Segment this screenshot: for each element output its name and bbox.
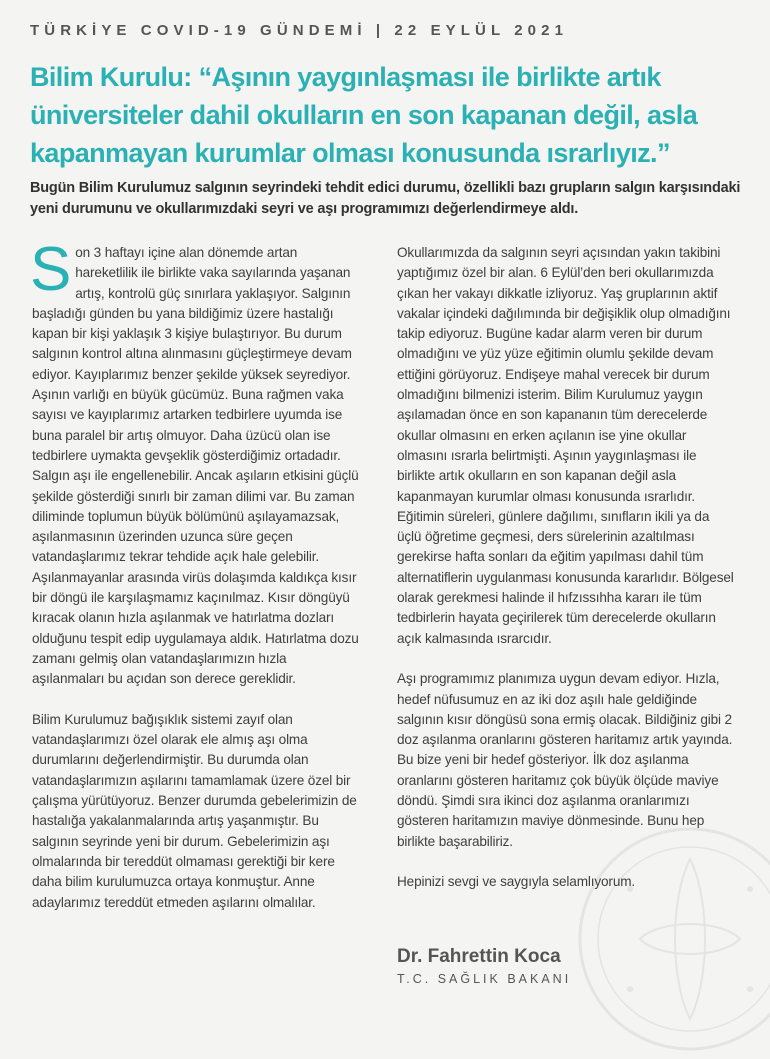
drop-cap: S xyxy=(30,235,72,304)
left-paragraph-1-text: on 3 haftayı içine alan dönemde artan hareketlilik ile birlikte vaka sayılarında yaşanan artış, kontrolü güç sınırlara yaklaşıyor. Salgının başladığı günden bu yana bildiğimiz üzere hastalığı kapan bir kişi yaklaşık 3 kişiye bulaştırıyor. Bu durum salgının kontrol altına alınmasını güçleştirmeye devam ediyor. Kayıplarımız benzer şekilde yüksek seyrediyor. Aşının varlığı en büyük gücümüz. Buna rağmen vaka sayısı ve kayıplarımız artarken tedbirlere uyumda ise buna paralel bir artış olmuyor. Daha üzücü olan ise tedbirlere uymakta gevşeklik gösterdiğimiz ortadadır. Salgın aşı ile engellenebilir. Ancak aşıların etkisini güçlü şekilde gösterdiği sınırlı bir zaman dilimi var. Bu zaman diliminde toplumun büyük bölümünü aşılayamazsak, aşılanmasının üzerinden uzunca süre geçen vatandaşlarımız tekrar tehdide açık hale gelebilir. Aşılanmayanlar arasında virüs dolaşımda kaldıkça kısır bir döngü ile karşılaşmamız kaçınılmaz. Kısır döngüyü kıracak olanın hızla aşılanmak ve hatırlatma dozları olduğunu tespit edip uygulamaya aldık. Hatırlatma dozu zamanı gelmiş olan vatandaşlarımızın hızla aşılanmaları bu açıdan son derece gereklidir. xyxy=(32,245,359,687)
right-paragraph-3: Hepinizi sevgi ve saygıyla selamlıyorum. xyxy=(397,874,636,890)
right-paragraph-1: Okullarımızda da salgının seyri açısından yakın takibini yaptığımız özel bir alan. 6 Eylül’den beri okullarımızda çıkan her vakayı dikkatle izliyoruz. Yaş gruplarının aktif vakalar içindeki dağılımında bir değişiklik olup olmadığını takip ediyoruz. Bugüne kadar alarm veren bir durum olmadığını ve yüz yüze eğitimin olumlu şekilde devam ettiğini görüyoruz. Endişeye mahal verecek bir durum olmadığını bilmenizi isterim. Bilim Kurulumuz yaygın aşılamadan önce en son kapananın tüm derecelerde okullar olmasını en erken açılanın ise yine okullar olmasını ısrarla belirtmişti. Aşının yaygınlaşması ile birlikte artık okulların en son kapanan değil asla kapanmayan kurumlar olması konusunda ısrarlıdır. Eğitimin süreleri, günlere dağılımı, sınıfların ikili ya da üçlü öğretime geçmesi, ders sürelerinin azaltılması gerekirse hafta sonları da eğitim yapılması dahil tüm alternatiflerin uygulanması konusunda kararlıdır. Bölgesel olarak gerekmesi halinde il hıfzıssıhha kararı ile tüm tedbirlerin hayata geçirilerek tüm derecelerde okulların açık kalmasında ısrarcıdır. xyxy=(397,245,734,646)
right-paragraph-2: Aşı programımız planımıza uygun devam ediyor. Hızla, hedef nüfusumuz en az iki doz aşılı hale geldiğinde salgının kısır döngüsü sona ermiş olacak. Bildiğiniz gibi 2 doz aşılanma oranlarını gösteren haritamız artık yayında. Bu bize yeni bir hedef gösteriyor. İlk doz aşılanma oranlarını gösteren haritamız çok büyük ölçüde maviye döndü. Şimdi sıra ikinci doz aşılanma oranlarımızı gösteren haritamızın maviye dönmesinde. Bunu hep birlikte başarabiliriz. xyxy=(397,671,733,849)
right-column xyxy=(397,243,735,913)
left-paragraph-2: Bilim Kurulumuz bağışıklık sistemi zayıf olan vatandaşlarımızı özel olarak ele almış aşı olma durumlarını değerlendirmiştir. Bu durumda olan vatandaşlarımızın aşılarını tamamlamak üzere özel bir çalışma yürütüyoruz. Benzer durumda gebelerimizin de hastalığa yakalanmalarında artış yaşanmıştır. Bu salgının seyrinde yeni bir durum. Gebelerimizin aşı olmalarında bir tereddüt olmaması gerektiği bir kere daha bilim kurulumuzca ortaya konmuştur. Anne adaylarımız tereddüt etmeden aşılarını olmalılar. xyxy=(32,711,357,910)
left-paragraph-1 xyxy=(30,235,362,690)
left-column xyxy=(30,235,362,933)
signature-name: Dr. Fahrettin Koca xyxy=(397,946,561,967)
ministry-emblem-watermark xyxy=(570,819,770,1059)
page-header: TÜRKİYE COVID-19 GÜNDEMİ | 22 EYLÜL 2021 xyxy=(30,22,569,39)
headline: Bilim Kurulu: “Aşının yaygınlaşması ile birlikte artık üniversiteler dahil okulların en son kapanan değil, asla kapanmayan kurumlar olması konusunda ısrarlıyız.” xyxy=(30,62,698,168)
signature-title: T.C. SAĞLIK BAKANI xyxy=(397,972,572,986)
lead-paragraph: Bugün Bilim Kurulumuz salgının seyrindeki tehdit edici durumu, özellikli bazı grupların salgın karşısındaki yeni durumunu ve okullarımızdaki seyri ve aşı programımızı değerlendirmeye aldı. xyxy=(30,180,741,217)
